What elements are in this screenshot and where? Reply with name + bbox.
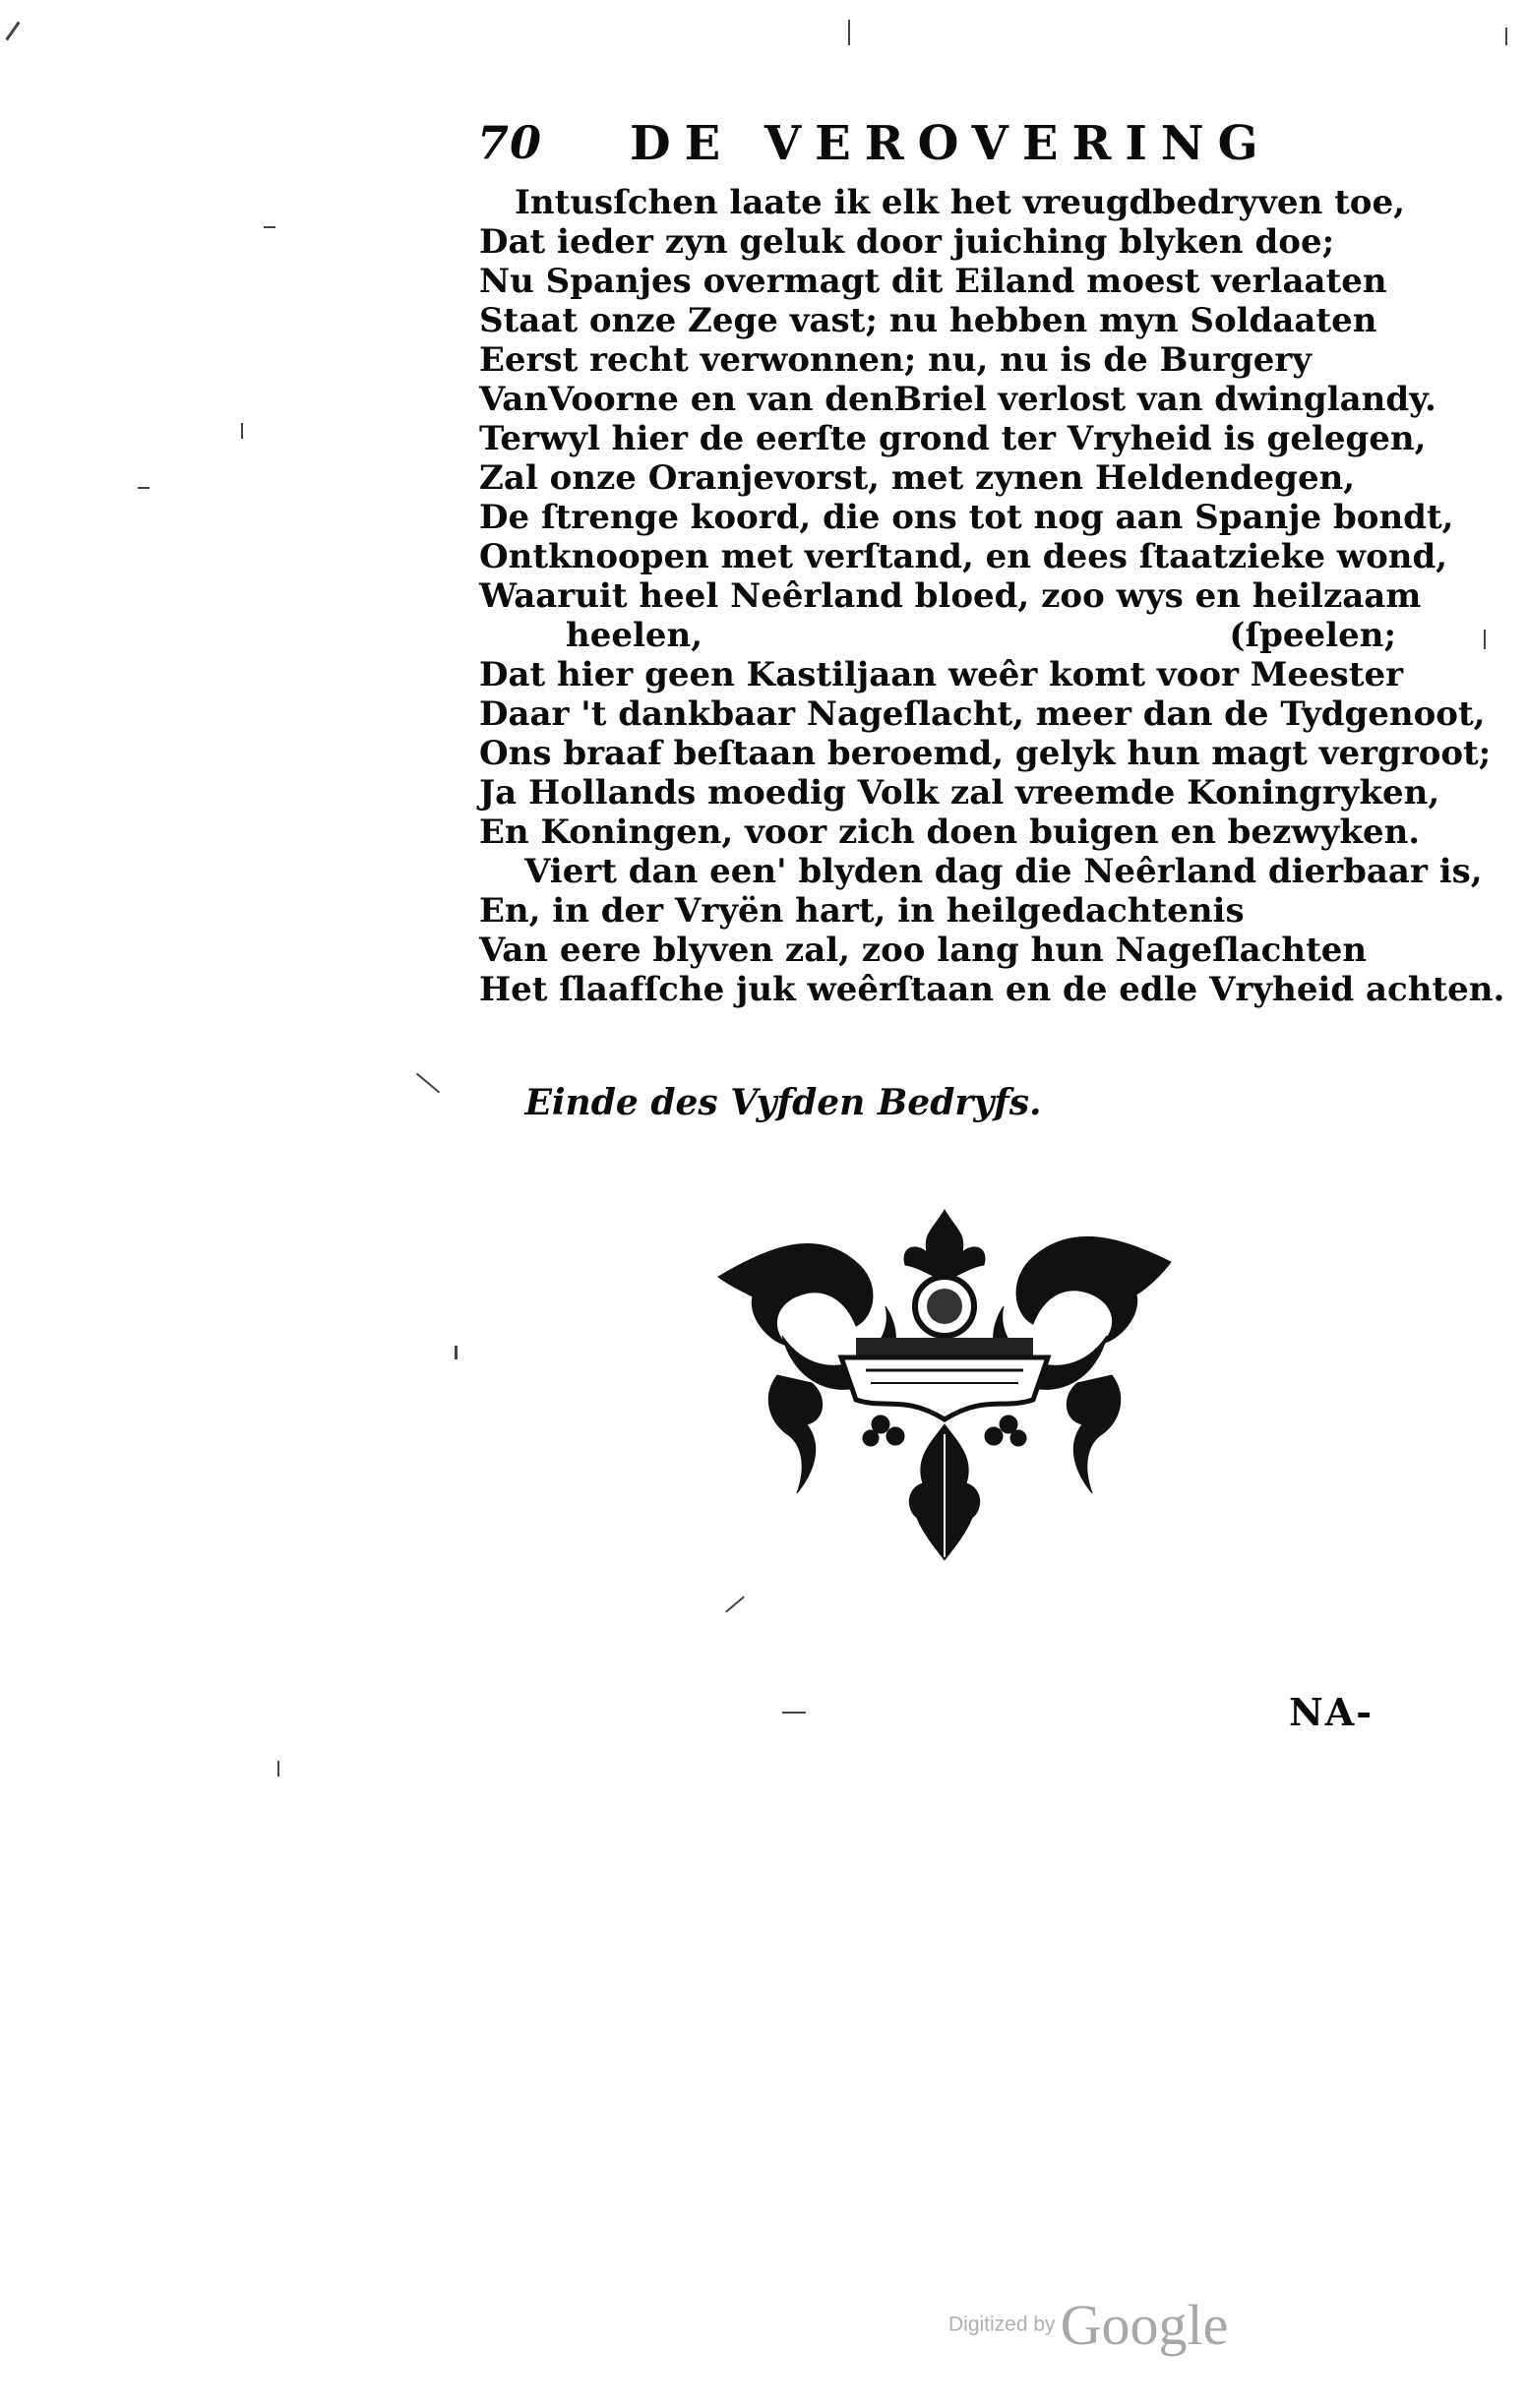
poem-line: En Koningen, voor zich doen buigen en bezwyken.	[479, 813, 1421, 852]
google-logo: Google	[1060, 2293, 1229, 2357]
poem-line: Het ſlaafſche juk weêrſtaan en de edle Vryheid achten.	[479, 970, 1505, 1009]
poem-line: Intusſchen laate ik elk het vreugdbedryven toe,	[515, 183, 1405, 222]
poem-line: Dat ieder zyn geluk door juiching blyken doe;	[479, 222, 1335, 262]
scan-speck	[782, 1712, 806, 1714]
poem-split-line	[479, 616, 1414, 655]
poem-split-right: (ſpeelen;	[1229, 616, 1396, 655]
poem-block	[479, 183, 1505, 1009]
scan-speck	[277, 1761, 279, 1776]
poem-line: Van eere blyven zal, zoo lang hun Nageſlachten	[479, 931, 1368, 970]
act-end-caption: Einde des Vyfden Bedryfs.	[524, 1082, 1042, 1123]
poem-line: VanVoorne en van denBriel verlost van dwinglandy.	[479, 380, 1436, 419]
poem-split-left: heelen,	[566, 616, 703, 655]
poem-line: Viert dan een' blyden dag die Neêrland dierbaar is,	[524, 852, 1483, 891]
catchword: NA-	[1289, 1690, 1374, 1734]
scan-speck	[1484, 630, 1486, 649]
poem-line: De ſtrenge koord, die ons tot nog aan Spanje bondt,	[479, 498, 1454, 537]
running-head: DE VEROVERING	[630, 116, 1272, 171]
scan-speck	[848, 20, 850, 45]
poem-line: Dat hier geen Kastiljaan weêr komt voor Meester	[479, 655, 1404, 694]
poem-line: Terwyl hier de eerſte grond ter Vryheid is gelegen,	[479, 419, 1427, 458]
scan-speck	[455, 1346, 458, 1359]
poem-line: Daar 't dankbaar Nageſlacht, meer dan de Tydgenoot,	[479, 694, 1486, 734]
poem-line: Staat onze Zege vast; nu hebben myn Soldaaten	[479, 301, 1377, 340]
poem-line: Ons braaf beſtaan beroemd, gelyk hun magt vergroot;	[479, 734, 1492, 773]
ornament-vignette-icon	[708, 1208, 1181, 1562]
poem-line: Zal onze Oranjevorst, met zynen Heldendegen,	[479, 458, 1356, 498]
poem-line: Nu Spanjes overmagt dit Eiland moest verlaaten	[479, 262, 1387, 301]
scan-speck	[138, 487, 150, 489]
poem-line: Ontknoopen met verſtand, en dees ſtaatzieke wond,	[479, 537, 1448, 576]
digitized-by-label: Digitized by	[948, 2313, 1056, 2336]
scan-speck	[1505, 28, 1507, 45]
scan-speck	[725, 1596, 745, 1613]
poem-line: Ja Hollands moedig Volk zal vreemde Koningryken,	[479, 773, 1440, 813]
page-number: 70	[477, 116, 543, 169]
scan-speck	[241, 423, 243, 439]
scan-speck	[5, 22, 20, 41]
poem-line: Eerst recht verwonnen; nu, nu is de Burgery	[479, 340, 1313, 380]
digitized-by-google-watermark	[948, 2292, 1228, 2358]
poem-line: Waaruit heel Neêrland bloed, zoo wys en heilzaam	[479, 576, 1422, 616]
scan-speck	[264, 226, 275, 228]
poem-line: En, in der Vryën hart, in heilgedachtenis	[479, 891, 1245, 931]
